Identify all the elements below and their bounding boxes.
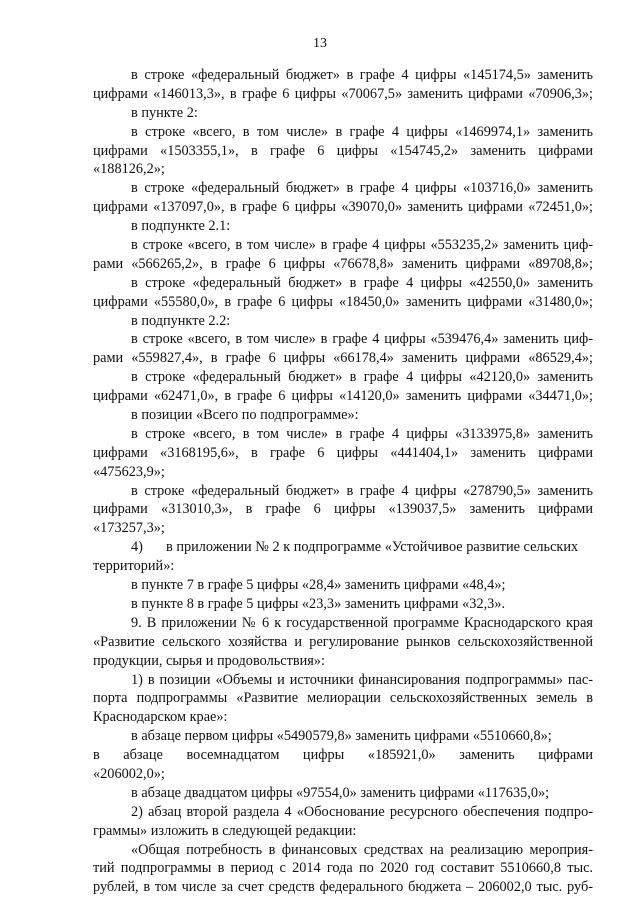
text-line: «173257,3»; [93,520,165,537]
text-line: в абзаце двадцатом цифры «97554,0» заменить цифрами «117635,0»; [131,784,550,801]
text-line: цифрами «313010,3», в графе 6 цифры «139037,5» заменить цифрами [93,501,593,518]
text-line: цифрами «146013,3», в графе 6 цифры «70067,5» заменить цифрами «70906,3»; [93,85,593,102]
text-line: рами «566265,2», в графе 6 цифры «76678,8» заменить цифрами «89708,8»; [93,255,593,272]
text-line: Краснодарском крае»: [93,709,228,726]
text-line: в подпункте 2.2: [131,312,231,329]
text-line: «Развитие сельского хозяйства и регулирование рынков сельскохозяйственной [93,633,593,650]
text-line: в строке «федеральный бюджет» в графе 4 цифры «145174,5» заменить [131,67,593,83]
text-line: в позиции «Всего по подпрограмме»: [131,407,359,424]
text-line: «188126,2»; [93,161,165,178]
text-line: «206002,0»; [93,765,165,782]
text-line: в абзаце восемнадцатом цифры «185921,0» заменить цифрами [93,747,593,764]
text-line: в строке «всего, в том числе» в графе 4 цифры «3133975,8» заменить [131,425,593,442]
text-line: 1) в позиции «Объемы и источники финансирования подпрограммы» пас- [131,671,593,688]
list-item-line [93,538,593,557]
page-number: 13 [313,36,327,51]
text-line: территорий»: [93,558,175,575]
text-line: цифрами «1503355,1», в графе 6 цифры «154745,2» заменить цифрами [93,142,593,159]
text-line: цифрами «55580,0», в графе 6 цифры «18450,0» заменить цифрами «31480,0»; [93,293,593,310]
text-line: в пункте 8 в графе 5 цифры «23,3» заменить цифрами «32,3». [131,595,506,612]
text-line: 9. В приложении № 6 к государственной программе Краснодарского края [131,614,593,631]
text-line: тий подпрограммы в период с 2014 года по 2020 год составит 5510660,8 тыс. [93,860,593,877]
text-line: граммы» изложить в следующей редакции: [93,822,357,839]
text-line: в строке «федеральный бюджет» в графе 4 цифры «42120,0» заменить [131,369,593,386]
text-line: рами «559827,4», в графе 6 цифры «66178,4» заменить цифрами «86529,4»; [93,350,593,367]
text-line: продукции, сырья и продовольствия»: [93,652,325,669]
text-line: в строке «федеральный бюджет» в графе 4 цифры «42550,0» заменить [131,274,593,291]
text-line: рублей, в том числе за счет средств федерального бюджета – 206002,0 тыс. руб- [93,879,593,896]
text-line: «475623,9»; [93,463,165,480]
text-line: в приложении № 2 к подпрограмме «Устойчивое развитие сельских [166,539,579,556]
text-line: цифрами «137097,0», в графе 6 цифры «39070,0» заменить цифрами «72451,0»; [93,199,593,216]
text-line: цифрами «3168195,6», в графе 6 цифры «441404,1» заменить цифрами [93,444,593,461]
text-line: в строке «федеральный бюджет» в графе 4 цифры «278790,5» заменить [131,482,593,499]
text-line: в строке «всего, в том числе» в графе 4 цифры «539476,4» заменить циф- [131,331,593,348]
text-line: в пункте 7 в графе 5 цифры «28,4» заменить цифрами «48,4»; [131,577,506,594]
text-line: цифрами «62471,0», в графе 6 цифры «14120,0» заменить цифрами «34471,0»; [93,388,593,405]
text-line: в подпункте 2.1: [131,218,231,235]
text-line: порта подпрограммы «Развитие мелиорации сельскохозяйственных земель в [93,690,593,707]
document-body [93,66,593,897]
text-line: в строке «всего, в том числе» в графе 4 цифры «1469974,1» заменить [131,123,593,140]
text-line: 2) абзац второй раздела 4 «Обоснование ресурсного обеспечения подпро- [131,803,593,820]
text-line: в пункте 2: [131,104,198,121]
text-line: в абзаце первом цифры «5490579,8» заменить цифрами «5510660,8»; [131,728,552,745]
text-line: «Общая потребность в финансовых средствах на реализацию мероприя- [131,841,593,858]
list-marker: 4) [131,539,143,556]
text-line: в строке «федеральный бюджет» в графе 4 цифры «103716,0» заменить [131,180,593,197]
text-line: в строке «всего, в том числе» в графе 4 цифры «553235,2» заменить циф- [131,237,593,254]
